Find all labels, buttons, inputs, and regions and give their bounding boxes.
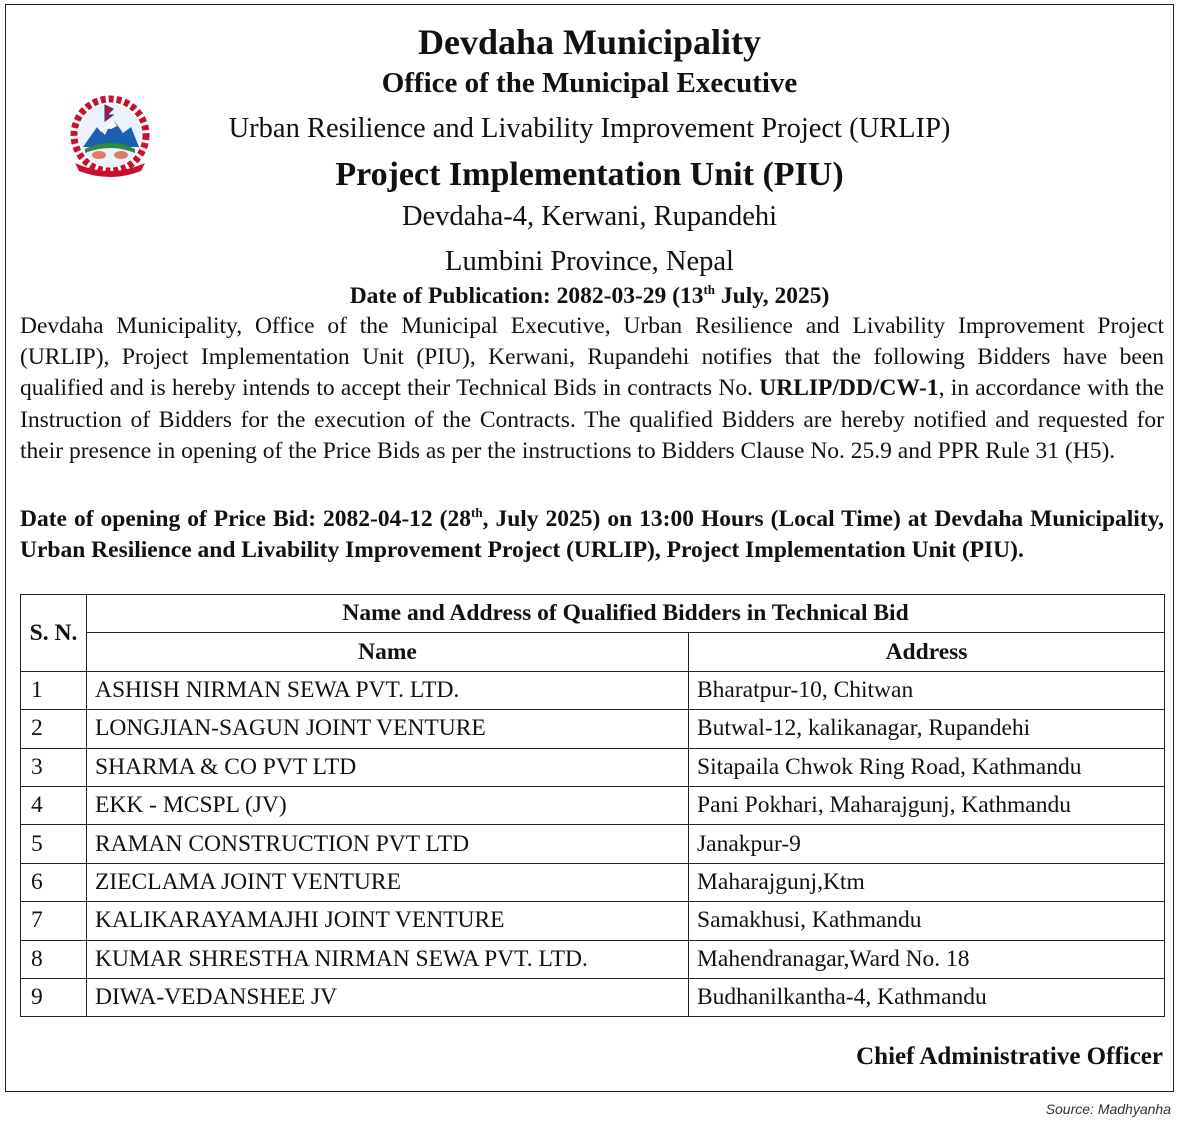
- source-credit: Source: Madhyanha: [1045, 1101, 1171, 1117]
- signature-title: Chief Administrative Officer: [856, 1043, 1163, 1070]
- bidder-address: Butwal-12, kalikanagar, Rupandehi: [689, 710, 1165, 748]
- bidder-address: Maharajgunj,Ktm: [689, 863, 1165, 901]
- row-sn: 9: [21, 978, 87, 1016]
- bidder-name: SHARMA & CO PVT LTD: [87, 748, 689, 786]
- bidder-name: RAMAN CONSTRUCTION PVT LTD: [87, 825, 689, 863]
- bidder-name: ASHISH NIRMAN SEWA PVT. LTD.: [87, 671, 689, 709]
- row-sn: 1: [21, 671, 87, 709]
- unit-title: Project Implementation Unit (PIU): [335, 156, 844, 193]
- group-header: Name and Address of Qualified Bidders in Technical Bid: [87, 595, 1165, 633]
- bidder-name: KUMAR SHRESTHA NIRMAN SEWA PVT. LTD.: [87, 940, 689, 978]
- table-row: [21, 902, 1165, 940]
- address-line-2: Lumbini Province, Nepal: [445, 246, 734, 277]
- bidder-address: Samakhusi, Kathmandu: [689, 902, 1165, 940]
- bidder-address: Budhanilkantha-4, Kathmandu: [689, 978, 1165, 1016]
- table-row: [21, 863, 1165, 901]
- table-row: [21, 748, 1165, 786]
- address-line-1: Devdaha-4, Kerwani, Rupandehi: [401, 201, 778, 232]
- table-row: [21, 978, 1165, 1016]
- contract-number: URLIP/DD/CW-1: [759, 375, 939, 402]
- bidder-name: KALIKARAYAMAJHI JOINT VENTURE: [87, 902, 689, 940]
- bidder-name: LONGJIAN-SAGUN JOINT VENTURE: [87, 710, 689, 748]
- publication-date: Date of Publication: 2082-03-29 (13th July, 2025): [349, 282, 830, 309]
- bidder-address: Bharatpur-10, Chitwan: [689, 671, 1165, 709]
- row-sn: 7: [21, 902, 87, 940]
- sn-header: S. N.: [21, 595, 87, 672]
- table-row: [21, 786, 1165, 824]
- address-header: Address: [689, 633, 1165, 671]
- bidder-address: Sitapaila Chwok Ring Road, Kathmandu: [689, 748, 1165, 786]
- project-title: Urban Resilience and Livability Improvement Project (URLIP): [228, 113, 951, 144]
- bidder-address: Mahendranagar,Ward No. 18: [689, 940, 1165, 978]
- row-sn: 2: [21, 710, 87, 748]
- row-sn: 3: [21, 748, 87, 786]
- row-sn: 6: [21, 863, 87, 901]
- row-sn: 8: [21, 940, 87, 978]
- table-row: [21, 825, 1165, 863]
- bidder-address: Janakpur-9: [689, 825, 1165, 863]
- row-sn: 5: [21, 825, 87, 863]
- row-sn: 4: [21, 786, 87, 824]
- bidder-address: Pani Pokhari, Maharajgunj, Kathmandu: [689, 786, 1165, 824]
- notice-paragraph: Devdaha Municipality, Office of the Municipal Executive, Urban Resilience and Livability Improvement Project (URLIP), Project Implementation Unit (PIU), Kerwani, Rupandehi notifies that the following Bidders have been qualified and is hereby intends to accept their Technical Bids in contracts No. URLIP/DD/CW-1, in accordance with the Instruction of Bidders for the execution of the Contracts. The qualified Bidders are hereby notified and requested for their presence in opening of the Price Bids as per the instructions to Bidders Clause No. 25.9 and PPR Rule 31 (H5).: [20, 313, 1164, 464]
- bidder-name: EKK - MCSPL (JV): [87, 786, 689, 824]
- price-bid-opening: Date of opening of Price Bid: 2082-04-12 (28th, July 2025) on 13:00 Hours (Local Time) at Devdaha Municipality, Urban Resilience and Livability Improvement Project (URLIP), Project Implementation Unit (PIU).: [20, 505, 1164, 564]
- municipality-title: Devdaha Municipality: [417, 22, 762, 62]
- table-row: [21, 671, 1165, 709]
- bidder-name: ZIECLAMA JOINT VENTURE: [87, 863, 689, 901]
- office-title: Office of the Municipal Executive: [381, 67, 798, 99]
- bidder-name: DIWA-VEDANSHEE JV: [87, 978, 689, 1016]
- table-row: [21, 710, 1165, 748]
- name-header: Name: [87, 633, 689, 671]
- notice-frame: [5, 4, 1174, 1092]
- table-row: [21, 940, 1165, 978]
- qualified-bidders-table: [20, 594, 1165, 1017]
